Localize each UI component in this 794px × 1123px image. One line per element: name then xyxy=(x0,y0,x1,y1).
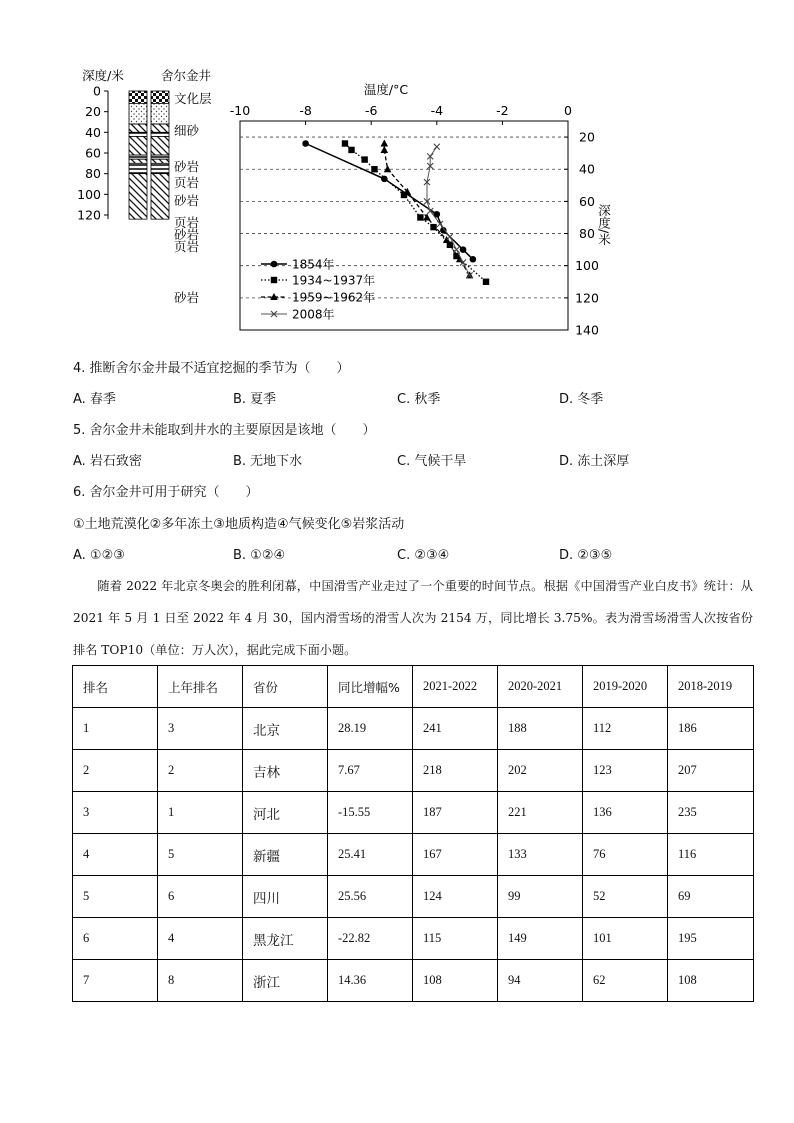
table-cell: 186 xyxy=(668,708,754,750)
q5-option-a[interactable]: A. 岩石致密 xyxy=(73,454,142,469)
table-header-cell: 省份 xyxy=(243,666,328,708)
marker-triangle xyxy=(381,140,389,147)
column-ylabel: 深度/米 xyxy=(82,68,124,83)
y-tick-label: 20 xyxy=(579,129,595,145)
legend-label: 1854年 xyxy=(292,257,335,272)
column-depth-label: 80 xyxy=(85,166,101,182)
table-cell: -22.82 xyxy=(328,918,413,960)
table-cell: 218 xyxy=(413,750,498,792)
series-2 xyxy=(342,140,489,285)
y-tick-label: 80 xyxy=(579,226,595,242)
legend-label: 1934~1937年 xyxy=(292,273,376,288)
column-layer-diag xyxy=(151,124,169,132)
legend-label: 1959~1962年 xyxy=(292,290,376,305)
column-depth-label: 0 xyxy=(93,83,101,99)
marker-square xyxy=(271,277,277,283)
table-cell: 14.36 xyxy=(328,960,413,1002)
x-tick-label: -4 xyxy=(430,103,444,118)
question-6-stem: 6. 舍尔金井可用于研究（ ） xyxy=(73,485,259,500)
table-cell: 221 xyxy=(498,792,583,834)
x-tick-label: -2 xyxy=(496,103,509,118)
table-cell: 浙江 xyxy=(243,960,328,1002)
table-cell: 4 xyxy=(73,834,158,876)
column-layer-checker xyxy=(129,91,147,103)
q5-option-b[interactable]: B. 无地下水 xyxy=(233,454,303,469)
table-cell: 吉林 xyxy=(243,750,328,792)
table-cell: 7.67 xyxy=(328,750,413,792)
table-cell: 5 xyxy=(158,834,243,876)
table-cell: 25.56 xyxy=(328,876,413,918)
marker-cross xyxy=(434,144,440,150)
table-cell: 3 xyxy=(73,792,158,834)
table-cell: 108 xyxy=(668,960,754,1002)
x-tick-label: -6 xyxy=(364,103,378,118)
column-depth-label: 40 xyxy=(85,124,101,140)
table-cell: 5 xyxy=(73,876,158,918)
table-cell: 136 xyxy=(583,792,668,834)
q4-option-b[interactable]: B. 夏季 xyxy=(233,392,277,407)
table-cell: 195 xyxy=(668,918,754,960)
column-layer-label: 页岩 xyxy=(174,175,200,190)
q6-option-d[interactable]: D. ②③⑤ xyxy=(559,548,613,563)
column-layer-label: 砂岩 xyxy=(174,290,200,305)
marker-circle xyxy=(302,140,309,147)
series-line xyxy=(384,144,469,276)
table-cell: 69 xyxy=(668,876,754,918)
table-cell: 94 xyxy=(498,960,583,1002)
marker-cross xyxy=(460,259,466,265)
permafrost-figure xyxy=(0,0,794,345)
column-layer-horiz xyxy=(151,163,169,173)
marker-circle xyxy=(271,261,278,268)
chart-title: 温度/°C xyxy=(363,82,409,97)
marker-square xyxy=(342,140,348,146)
marker-square xyxy=(361,156,367,162)
y-tick-label: 60 xyxy=(579,193,595,209)
chart-legend xyxy=(261,257,375,322)
table-cell: 1 xyxy=(158,792,243,834)
q5-option-c[interactable]: C. 气候干旱 xyxy=(397,454,467,469)
table-cell: 1 xyxy=(73,708,158,750)
table-cell: 52 xyxy=(583,876,668,918)
table-cell: 黑龙江 xyxy=(243,918,328,960)
column-layer-diag xyxy=(129,136,147,155)
marker-triangle xyxy=(403,188,411,195)
table-header-cell: 同比增幅% xyxy=(328,666,413,708)
marker-square xyxy=(417,214,423,220)
table-cell: 115 xyxy=(413,918,498,960)
chart-frame xyxy=(240,121,568,330)
table-cell: 76 xyxy=(583,834,668,876)
table-cell: 133 xyxy=(498,834,583,876)
column-depth-label: 60 xyxy=(85,145,101,161)
q6-option-b[interactable]: B. ①②④ xyxy=(233,548,286,563)
table-cell: 2 xyxy=(158,750,243,792)
table-cell: 207 xyxy=(668,750,754,792)
column-layer-horiz xyxy=(151,132,169,136)
marker-circle xyxy=(460,246,467,253)
column-layer-dots xyxy=(151,103,169,124)
question-5-stem: 5. 舍尔金井未能取到井水的主要原因是该地（ ） xyxy=(73,423,376,438)
table-cell: -15.55 xyxy=(328,792,413,834)
column-layer-label: 砂岩 xyxy=(174,227,200,242)
table-cell: 河北 xyxy=(243,792,328,834)
table-cell: 8 xyxy=(158,960,243,1002)
table-cell: 99 xyxy=(498,876,583,918)
column-layer-diag xyxy=(129,159,147,163)
table-cell: 北京 xyxy=(243,708,328,750)
column-layer-label: 页岩 xyxy=(174,239,200,254)
table-header-cell: 2021-2022 xyxy=(413,666,498,708)
table-cell: 123 xyxy=(583,750,668,792)
table-row xyxy=(73,708,754,750)
table-cell: 116 xyxy=(668,834,754,876)
column-depth-label: 100 xyxy=(77,186,101,202)
column-title: 舍尔金井 xyxy=(160,68,212,83)
column-layer-label: 页岩 xyxy=(174,215,200,230)
table-header-cell: 2020-2021 xyxy=(498,666,583,708)
table-cell: 新疆 xyxy=(243,834,328,876)
column-layer-horiz xyxy=(129,132,147,136)
column-layer-label: 细砂 xyxy=(174,123,200,138)
table-header-cell: 排名 xyxy=(73,666,158,708)
q5-option-d[interactable]: D. 冻土深厚 xyxy=(559,454,630,469)
question-6-items: ①土地荒漠化②多年冻土③地质构造④气候变化⑤岩浆活动 xyxy=(73,517,405,532)
table-cell: 28.19 xyxy=(328,708,413,750)
q6-option-a[interactable]: A. ①②③ xyxy=(73,548,125,563)
marker-triangle xyxy=(384,165,392,172)
marker-square xyxy=(348,147,354,153)
column-layer-label: 文化层 xyxy=(174,91,212,106)
table-cell: 187 xyxy=(413,792,498,834)
y-tick-label: 120 xyxy=(575,290,599,306)
column-layer-label: 砂岩 xyxy=(174,193,200,208)
q6-option-c[interactable]: C. ②③④ xyxy=(397,548,450,563)
question-4-stem: 4. 推断舍尔金井最不适宜挖掘的季节为（ ） xyxy=(73,361,350,376)
table-cell: 188 xyxy=(498,708,583,750)
column-layer-diag xyxy=(129,174,147,219)
marker-square xyxy=(483,279,489,285)
marker-triangle xyxy=(423,213,431,220)
table-cell: 167 xyxy=(413,834,498,876)
column-layer-diag xyxy=(151,136,169,155)
table-row xyxy=(73,876,754,918)
table-row xyxy=(73,918,754,960)
marker-cross xyxy=(453,247,459,253)
table-cell: 6 xyxy=(158,876,243,918)
series-line xyxy=(427,147,470,276)
column-layer-checker xyxy=(151,91,169,103)
table-cell: 2 xyxy=(73,750,158,792)
table-cell: 241 xyxy=(413,708,498,750)
table-row xyxy=(73,750,754,792)
table-row xyxy=(73,960,754,1002)
table-cell: 124 xyxy=(413,876,498,918)
table-cell: 6 xyxy=(73,918,158,960)
x-tick-label: -8 xyxy=(299,103,312,118)
table-cell: 7 xyxy=(73,960,158,1002)
column-depth-label: 120 xyxy=(77,207,101,223)
chart-ylabel: 深度/米 xyxy=(596,204,612,246)
table-cell: 62 xyxy=(583,960,668,1002)
table-cell: 25.41 xyxy=(328,834,413,876)
table-cell: 101 xyxy=(583,918,668,960)
table-cell: 149 xyxy=(498,918,583,960)
table-row xyxy=(73,792,754,834)
column-layer-diag xyxy=(151,159,169,163)
q4-option-c[interactable]: C. 秋季 xyxy=(397,392,441,407)
table-cell: 四川 xyxy=(243,876,328,918)
column-layer-horiz xyxy=(151,155,169,159)
legend-label: 2008年 xyxy=(292,307,335,322)
ski-ranking-table xyxy=(72,665,754,1002)
marker-cross xyxy=(447,234,453,240)
q4-option-a[interactable]: A. 春季 xyxy=(73,392,116,407)
marker-circle xyxy=(470,256,477,263)
table-cell: 235 xyxy=(668,792,754,834)
x-tick-label: 0 xyxy=(564,103,572,118)
table-header-cell: 2019-2020 xyxy=(583,666,668,708)
table-cell: 108 xyxy=(413,960,498,1002)
column-layer-label: 砂岩 xyxy=(174,159,200,174)
passage-intro: 随着 2022 年北京冬奥会的胜利闭幕，中国滑雪产业走过了一个重要的时间节点。根据《中国滑雪产业白皮书》统计：从 2021 年 5 月 1 日至 2022 年 4 月 30，国内滑雪场的滑雪人次为 2154 万，同比增长 3.75%。表为滑雪场滑雪人次按省份排名 TOP10（单位：万人次），据此完成下面小题。 xyxy=(73,579,753,657)
table-cell: 4 xyxy=(158,918,243,960)
y-tick-label: 100 xyxy=(575,258,599,274)
x-tick-label: -10 xyxy=(229,103,251,118)
column-layer-diag xyxy=(129,124,147,132)
marker-square xyxy=(371,166,377,172)
table-header-cell: 2018-2019 xyxy=(668,666,754,708)
column-layer-diag xyxy=(151,174,169,219)
table-cell: 112 xyxy=(583,708,668,750)
column-layer-horiz xyxy=(129,163,147,173)
table-cell: 202 xyxy=(498,750,583,792)
y-tick-label: 140 xyxy=(575,322,599,338)
table-cell: 3 xyxy=(158,708,243,750)
table-row xyxy=(73,834,754,876)
series-3 xyxy=(381,140,474,279)
column-depth-label: 20 xyxy=(85,104,101,120)
column-layer-dots xyxy=(129,103,147,124)
column-layer-horiz xyxy=(129,155,147,159)
marker-triangle xyxy=(381,146,389,153)
table-header-cell: 上年排名 xyxy=(158,666,243,708)
q4-option-d[interactable]: D. 冬季 xyxy=(559,392,604,407)
y-tick-label: 40 xyxy=(579,161,595,177)
